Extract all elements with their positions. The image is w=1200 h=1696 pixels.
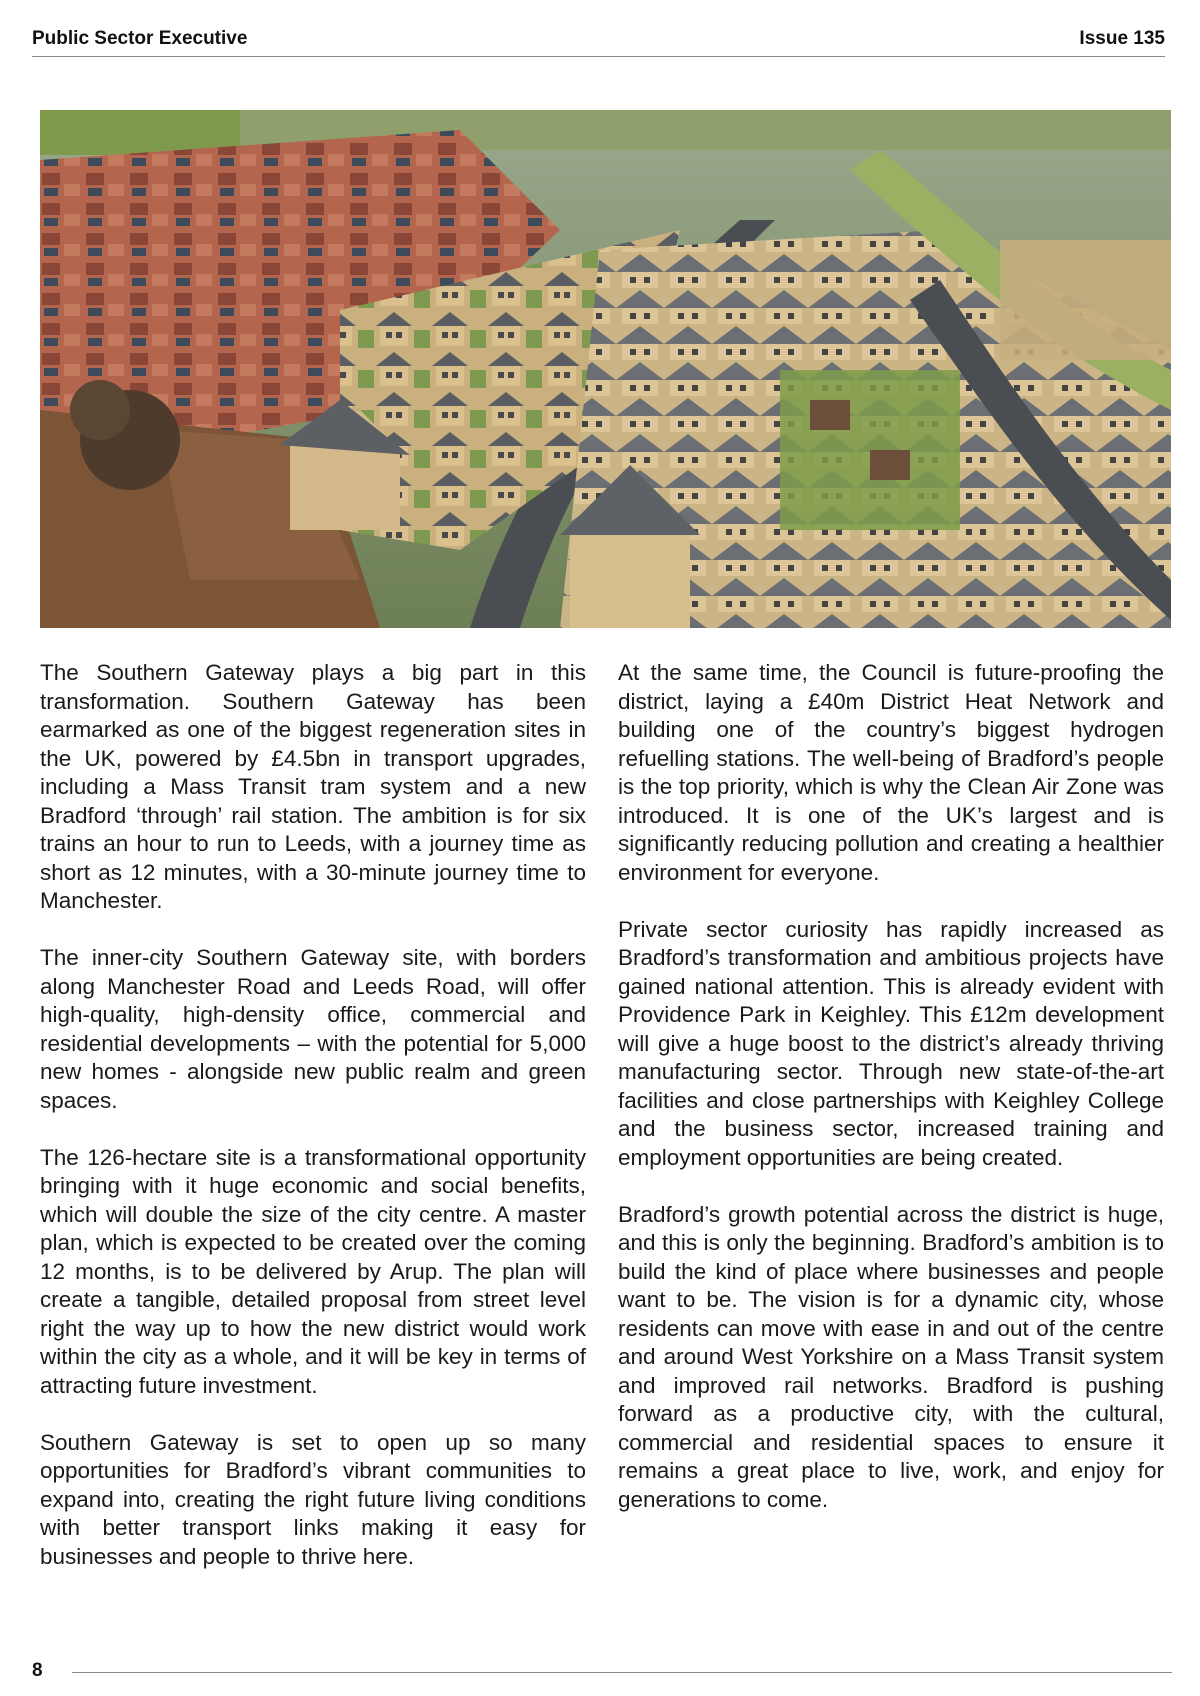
- article-paragraph: Private sector curiosity has rapidly increased as Bradford’s transformation and ambitious projects have gained national attention. This is already evident with Providence Park in Keighley. This £12m development will give a huge boost to the district’s already thriving manufacturing sector. Through new state-of-the-art facilities and close partnerships with Keighley College and the business sector, increased training and employment opportunities are being created.: [618, 916, 1164, 1170]
- issue-number: Issue 135: [1079, 28, 1165, 49]
- article-column-right: [618, 659, 1164, 1543]
- article-paragraph: Bradford’s growth potential across the district is huge, and this is only the beginning. Bradford’s ambition is to build the kind of place where businesses and people want to be. The vision is for a dynamic city, whose residents can move with ease in and out of the centre and around West Yorkshire on a Mass Transit system and improved rail networks. Bradford is pushing forward as a productive city, with the cultural, commercial and residential spaces to ensure it remains a great place to live, work, and enjoy for generations to come.: [618, 1201, 1164, 1512]
- publication-title: Public Sector Executive: [32, 28, 248, 49]
- header-divider: [32, 56, 1165, 57]
- article-paragraph: The 126-hectare site is a transformational opportunity bringing with it huge economic and social benefits, which will double the size of the city centre. A master plan, which is expected to be created over the coming 12 months, is to be delivered by Arup. The plan will create a tangible, detailed proposal from street level right the way up to how the new district would work within the city as a whole, and it will be key in terms of attracting future investment.: [40, 1144, 586, 1398]
- article-column-left: [40, 659, 586, 1600]
- article-paragraph: The Southern Gateway plays a big part in this transformation. Southern Gateway has been earmarked as one of the biggest regeneration sites in the UK, powered by £4.5bn in transport upgrades, including a Mass Transit tram system and a new Bradford ‘through’ rail station. The ambition is for six trains an hour to run to Leeds, with a journey time as short as 12 minutes, with a 30-minute journey time to Manchester.: [40, 660, 586, 913]
- aerial-housing-photo-icon: [40, 110, 1171, 628]
- article-paragraph: Southern Gateway is set to open up so many opportunities for Bradford’s vibrant communities to expand into, creating the right future living conditions with better transport links making it easy for businesses and people to thrive here.: [40, 1429, 586, 1569]
- article-paragraph: The inner-city Southern Gateway site, with borders along Manchester Road and Leeds Road, will offer high-quality, high-density office, commercial and residential developments – with the potential for 5,000 new homes - alongside new public realm and green spaces.: [40, 945, 586, 1113]
- page-number: 8: [32, 1660, 43, 1681]
- aerial-housing-photo: [40, 110, 1171, 628]
- article-paragraph: At the same time, the Council is future-proofing the district, laying a £40m District Heat Network and building one of the country’s biggest hydrogen refuelling stations. The well-being of Bradford’s people is the top priority, which is why the Clean Air Zone was introduced. It is one of the UK’s largest and is significantly reducing pollution and creating a healthier environment for everyone.: [618, 660, 1164, 885]
- footer-divider: [72, 1672, 1172, 1673]
